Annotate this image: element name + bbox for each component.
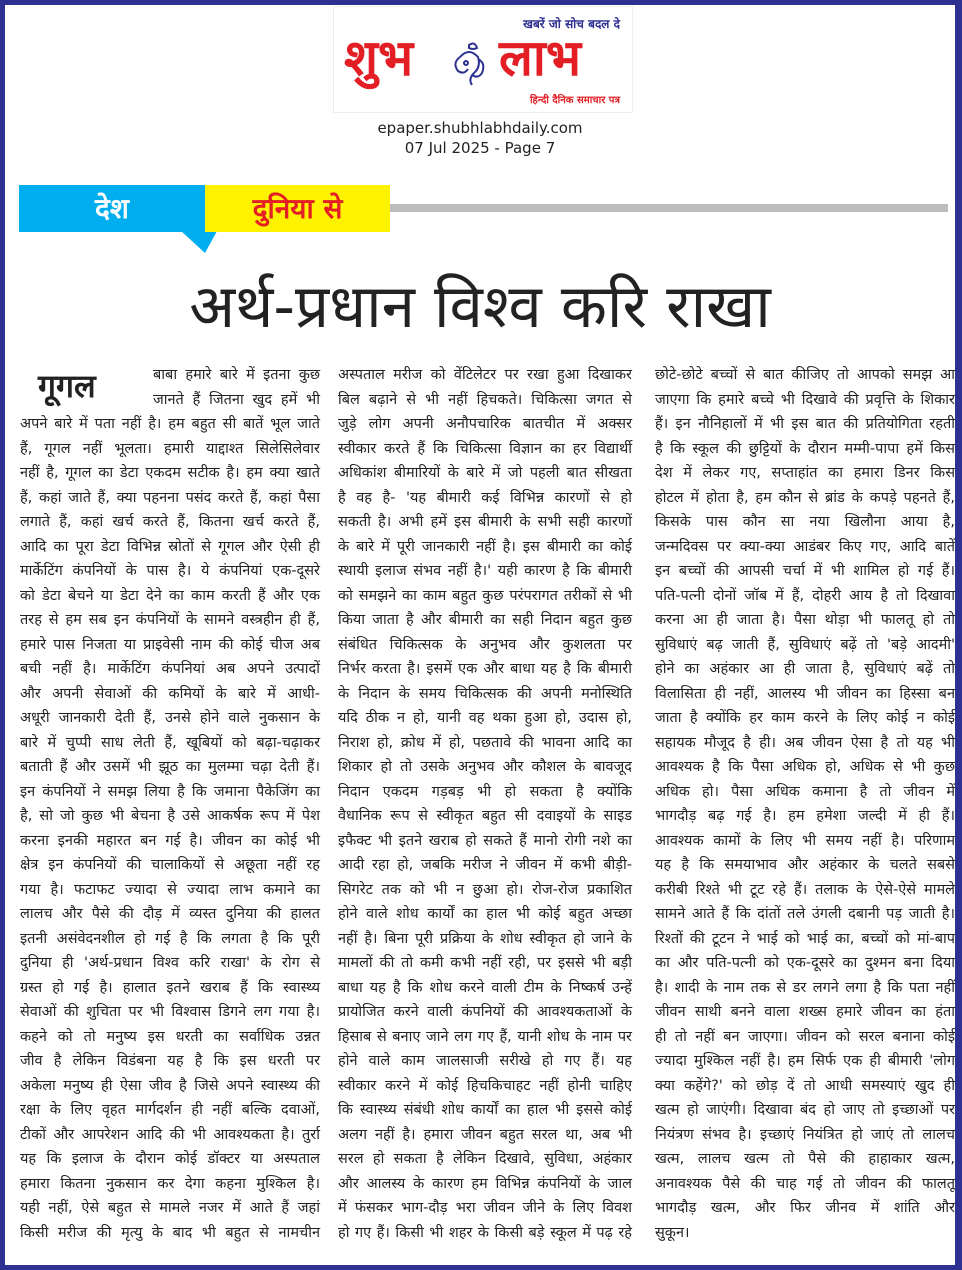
- text-line: किसी मरीज की मृत्यु के बाद भी बहुत से नामचीन: [20, 1224, 320, 1241]
- text-line: अधिक हो। पैसा अधिक कमाना है तो जीवन में: [655, 783, 955, 800]
- text-line: संबंधित चिकित्सक के अनुभव और कुशलता पर: [338, 636, 632, 653]
- text-line: किसके पास कौन सा नया खिलौना आया है,: [655, 514, 955, 530]
- newspaper-page: [5, 5, 955, 1265]
- text-line: लगाते हैं, कहां खर्च करते हैं, कितना खर्च करते हैं,: [20, 514, 320, 530]
- text-line: मार्केटिंग कंपनियों के पास है। ये कंपनियां एक-दूसरे: [20, 563, 320, 579]
- text-line: आदी रहा हो, जबकि मरीज ने जीवन में कभी बीड़ी-: [338, 857, 632, 873]
- text-line: करना इनकी महारत बन गई है। जीवन का कोई भी: [20, 832, 320, 849]
- text-line: कहने को तो मनुष्य इस धरती का सर्वाधिक उन्नत: [20, 1028, 320, 1045]
- text-line: होने का अहंकार आ ही जाता है, सुविधाएं बढ़ें तो: [655, 661, 955, 677]
- text-line: हैं। इन नौनिहालों में भी इस बात की प्रतियोगिता रहती: [655, 416, 955, 432]
- text-line: इफैक्ट भी इतने खराब हो सकते हैं मानो रोगी नशे का: [338, 832, 632, 849]
- text-line: जुड़े लोग अपनी अनौपचारिक बातचीत में अक्सर: [338, 416, 632, 432]
- page-edge-bar: [955, 360, 962, 1260]
- text-line: मामलों की तो कमी कभी नहीं रही, पर इससे भी बड़ी: [338, 955, 632, 971]
- article-column-3: [655, 363, 955, 1245]
- text-line: आवश्यक है कि पैसा अधिक हो, अधिक से भी कुछ: [655, 759, 955, 775]
- text-line: देश में लेकर गए, सप्ताहांत का हमारा डिनर किस: [655, 465, 955, 481]
- text-line: अकेला मनुष्य ही ऐसा जीव है जिसे अपने स्वास्थ्य की: [20, 1077, 320, 1094]
- text-line: अस्पताल मरीज को वेंटिलेटर पर रखा हुआ दिखाकर: [338, 367, 632, 383]
- text-line: बाधा यह है कि शोध करने वाली टीम के निष्कर्ष उन्हें: [338, 979, 632, 996]
- text-line: अनावश्यक पैसे की चाह गई तो जीवन की फालतू: [655, 1175, 955, 1192]
- text-line: अधिकांश बीमारियों के बारे में जो पहली बात सीखता: [338, 465, 632, 481]
- text-line: जानते हैं जितना खुद हमें भी: [153, 391, 320, 408]
- text-line: जाएगा कि हमारे बच्चे भी दिखावे की प्रवृत्ति के शिकार: [655, 391, 955, 408]
- text-line: वैधानिक रूप से स्वीकृत बहुत सी दवाइयों के साइड: [338, 808, 632, 824]
- text-line: और अपनी सेवाओं की कमियों के बारे में आधी-: [20, 685, 320, 702]
- text-line: बची नहीं है। मार्केटिंग कंपनियां अब अपने उत्पादों: [20, 661, 320, 677]
- text-line: कि स्वास्थ्य संबंधी शोध कार्यों का हाल भी इससे कोई: [338, 1102, 632, 1118]
- text-line: सामने आते हैं कि दांतों तले उंगली दबानी पड़ जाती है।: [655, 906, 955, 922]
- section-tab-pointer: [181, 231, 217, 253]
- text-line: किया जाता है और बीमारी का सही निदान बहुत कुछ: [338, 612, 632, 628]
- text-line: जीवन साथी बनने वाला शख्स हमारे जीवन का हंता: [655, 1004, 955, 1020]
- text-line: अपने बारे में पता नहीं है। हम बहुत सी बातें भूल जाते: [20, 416, 320, 432]
- text-line: स्थायी इलाज संभव नहीं है।' यही कारण है कि बीमारी: [338, 563, 632, 579]
- text-line: हैं, कहां जाते हैं, क्या पहनना पसंद करते हैं, कहां पैसा: [20, 489, 320, 506]
- text-line: नहीं है, गूगल का डेटा एकदम सटीक है। हम क्या खाते: [20, 465, 320, 481]
- text-line: है वह है- 'यह बीमारी कई विभिन्न कारणों से हो: [338, 489, 632, 506]
- ganesh-icon: [446, 39, 492, 89]
- text-line: हैं, गूगल नहीं भूलता। हमारी याद्दाश्त सिलेसिलेवार: [20, 440, 320, 457]
- section-divider: [390, 204, 948, 212]
- text-line: के बारे में पूरी जानकारी नहीं है। इस बीमारी का कोई: [338, 538, 632, 555]
- text-line: ग्रस्त हो गई है। हालात इतने खराब हैं कि स्वास्थ्य: [20, 979, 320, 996]
- text-line: भागदौड़ खत्म, और फिर जीनव में शांति और: [655, 1200, 955, 1216]
- text-line: भागदौड़ बढ़ गई है। हम हमेशा जल्दी में ही हैं।: [655, 808, 955, 824]
- text-line: होटल में होता है, हम कौन से ब्रांड के कपड़े पहनते हैं,: [655, 489, 955, 506]
- text-line: बारे में चुप्पी साध लेती हैं, खूबियों को बढ़ा-चढ़ाकर: [20, 734, 320, 751]
- text-line: को डेटा बेचने या डेटा देने का काम करती हैं और एक: [20, 587, 320, 604]
- text-line: रक्षा के लिए वृहत मार्गदर्शन ही नहीं बल्कि दवाओं,: [20, 1102, 320, 1118]
- text-line: जीव है लेकिन विडंबना यह है कि इस धरती पर: [20, 1053, 320, 1069]
- text-line: सुविधाएं बढ़ जाती हैं, सुविधाएं बढ़ें तो 'बड़े आदमी': [655, 636, 955, 653]
- text-line: अलग नहीं है। हमारा जीवन बहुत सरल था, अब भी: [338, 1126, 632, 1143]
- text-line: निर्भर करता है। इसमें एक और बाधा यह है कि बीमारी: [338, 661, 632, 677]
- text-line: सरल हो सकता है लेकिन दिखावे, सुविधा, अहंकार: [338, 1151, 632, 1167]
- text-line: रिश्तों की टूटन ने भाई को भाई का, बच्चों को मां-बाप: [655, 930, 955, 947]
- text-line: पति-पत्नी दोनों जॉब में हैं, दोहरी आय है तो दिखावा: [655, 587, 955, 604]
- text-line: बिल बढ़ाने से भी नहीं हिचकते। चिकित्सा जगत से: [338, 391, 632, 408]
- text-line: सुकून।: [655, 1224, 690, 1241]
- text-line: गया है। फटाफट ज्यादा से ज्यादा लाभ कमाने का: [20, 881, 320, 898]
- text-line: अधूरी जानकारी देती हैं, उनसे होने वाले नुकसान के: [20, 710, 320, 726]
- text-line: छोटे-छोटे बच्चों से बात कीजिए तो आपको समझ आ: [655, 367, 955, 383]
- section-label-desh: देश: [19, 185, 205, 232]
- text-line: हो गए हैं। किसी भी शहर के किसी बड़े स्कूल में पढ़ रहे: [338, 1224, 632, 1241]
- article-headline: अर्थ-प्रधान विश्व करि राखा: [189, 272, 771, 342]
- article-column-1: [20, 363, 320, 1245]
- text-line: को समझने का काम बहुत कुछ परंपरागत तरीकों से भी: [338, 587, 632, 604]
- text-line: हिसाब से बनाए जाने लग गए हैं, यानी शोध के नाम पर: [338, 1028, 632, 1045]
- text-line: और आलस्य के कारण हम विभिन्न कंपनियों के जाल: [338, 1175, 632, 1192]
- logo-word-shubh: शुभ: [344, 29, 414, 87]
- text-line: है। शादी के नाम तक से डर लगने लगा है कि पता नहीं: [655, 979, 955, 996]
- text-line: है, सो जो कुछ भी बेचना है उसे आकर्षक रूप में पेश: [20, 808, 320, 824]
- text-line: विलासिता ही नहीं, आलस्य भी जीवन का हिस्सा बन: [655, 685, 955, 702]
- text-line: सिगरेट तक को भी न छुआ हो। रोज-रोज प्रकाशित: [338, 881, 632, 898]
- text-line: खत्म, लालच खत्म तो पैसे की हाहाकार खत्म,: [655, 1151, 955, 1167]
- text-line: बताती हैं और उसमें भी झूठ का मुलम्मा चढ़ा देती हैं।: [20, 759, 320, 775]
- text-line: का और पति-पत्नी को एक-दूसरे का दुश्मन बना दिया: [655, 955, 955, 971]
- text-line: बाबा हमारे बारे में इतना कुछ: [153, 367, 320, 383]
- text-line: जाता है क्योंकि हर काम करने के लिए कोई न कोई: [655, 710, 955, 726]
- masthead-subtitle: हिन्दी दैनिक समाचार पत्र: [529, 95, 620, 106]
- text-line: क्षेत्र इन कंपनियों की चालाकियों से अछूता नहीं रह: [20, 857, 320, 873]
- masthead-logo: [333, 6, 633, 113]
- text-line: करना आ ही जाता है। पैसा थोड़ा भी फालतू हो तो: [655, 612, 955, 628]
- text-line: होने वाले काम जालसाजी सरीखे हो गए हैं। यह: [338, 1053, 632, 1069]
- text-line: आदि का पूरा डेटा विभिन्न स्रोतों से गूगल और ऐसी ही: [20, 538, 320, 555]
- text-line: हमारे पास निजता या प्राइवेसी नाम की कोई चीज अब: [20, 636, 320, 653]
- text-line: है कि स्कूल की छुट्टियों के दौरान मम्मी-पापा हमें किस: [655, 440, 955, 457]
- text-line: सेवाओं की शुचिता पर भी विश्वास डिगने लग गया है।: [20, 1004, 320, 1020]
- text-line: नियंत्रण संभव है। इच्छाएं नियंत्रित हो जाएं तो लालच: [655, 1126, 955, 1143]
- text-line: नहीं है। बिना पूरी प्रक्रिया के शोध स्वीकृत हो जाने के: [338, 930, 632, 947]
- text-line: निराश हो, क्रोध में हो, पछतावे की भावना आदि का: [338, 734, 632, 751]
- text-line: करीबी रिश्ते भी टूट रहे हैं। तलाक के ऐसे-ऐसे मामले: [655, 881, 955, 898]
- section-label-duniya-se: दुनिया से: [205, 185, 390, 232]
- text-line: सकती है। अभी हमें इस बीमारी के सभी सही कारणों: [338, 514, 632, 530]
- text-line: यही नहीं, ऐसे बहुत से मामले नजर में आते हैं जहां: [20, 1200, 320, 1216]
- text-line: इन कंपनियों ने समझ लिया है कि जमाना पैकेजिंग का: [20, 783, 320, 800]
- text-line: आवश्यक कामों के लिए भी समय नहीं है। परिणाम: [655, 832, 955, 849]
- text-line: स्वीकार करने में कोई हिचकिचाहट नहीं होनी चाहिए: [338, 1077, 632, 1094]
- text-line: में फंसकर भाग-दौड़ भरा जीवन जीने के लिए विवश: [338, 1200, 632, 1216]
- text-line: तरह से हम सब इन कंपनियों के सामने वस्त्रहीन ही हैं,: [20, 612, 320, 628]
- text-line: लालच और पैसे की दौड़ में व्यस्त दुनिया की हालत: [20, 906, 320, 922]
- text-line: टीकों और आपरेशन आदि की भी आवश्यकता है। तुर्रा: [20, 1126, 320, 1143]
- text-line: के निदान के समय चिकित्सक की अपनी मनोस्थिति: [338, 685, 632, 702]
- text-line: जन्मदिवस पर क्या-क्या आडंबर किए गए, आदि बातें: [655, 538, 955, 555]
- text-line: क्या कहेंगे?' को छोड़ दें तो आधी समस्याएं खुद ही: [655, 1077, 955, 1094]
- text-line: स्वीकार करते हैं कि चिकित्सा विज्ञान का हर विद्यार्थी: [338, 440, 632, 457]
- text-line: निदान एकदम गड़बड़ भी हो सकता है क्योंकि: [338, 783, 632, 800]
- text-line: खत्म हो जाएंगी। दिखावा बंद हो जाए तो इच्छाओं पर: [655, 1102, 955, 1118]
- text-line: यह कि इलाज के दौरान कोई डॉक्टर या अस्पताल: [20, 1151, 320, 1167]
- text-line: इतनी असंवेदनशील हो गई है कि लगता है कि पूरी: [20, 930, 320, 947]
- logo-word-labh: लाभ: [499, 29, 581, 87]
- article-column-2: [338, 363, 632, 1245]
- text-line: इन बच्चों की आपसी चर्चा में भी शामिल हो गई हैं।: [655, 563, 955, 579]
- text-line: होने वाले शोध कार्यों का हाल भी कोई बहुत अच्छा: [338, 906, 632, 922]
- text-line: शिकार हो तो उसके अनुभव और कौशल के बावजूद: [338, 759, 632, 775]
- text-line: सहायक मौजूद है ही। अब जीवन ऐसा है तो यह भी: [655, 734, 955, 751]
- edition-date-page: 07 Jul 2025 - Page 7: [404, 139, 556, 157]
- text-line: यह है कि समयाभाव और अहंकार के चलते सबसे: [655, 857, 955, 873]
- text-line: ही तो नहीं बन जाएगा। जीवन को सरल बनाना कोई: [655, 1028, 955, 1045]
- text-line: दुनिया ही 'अर्थ-प्रधान विश्व करि राखा' के रोग से: [20, 955, 320, 971]
- text-line: ज्यादा मुश्किल नहीं है। हम सिर्फ एक ही बीमारी 'लोग: [655, 1053, 955, 1069]
- text-line: हमारा कितना नुकसान कर देगा कहना मुश्किल है।: [20, 1175, 320, 1192]
- text-line: यदि ठीक न हो, यानी वह थका हुआ हो, उदास हो,: [338, 710, 632, 726]
- masthead-tagline: खबरें जो सोच बदल दे: [523, 17, 620, 31]
- text-line: प्रायोजित करने वाली कंपनियों की आवश्यकताओं के: [338, 1004, 632, 1020]
- epaper-url: epaper.shubhlabhdaily.com: [377, 119, 583, 137]
- column-title: गूगल: [38, 367, 96, 405]
